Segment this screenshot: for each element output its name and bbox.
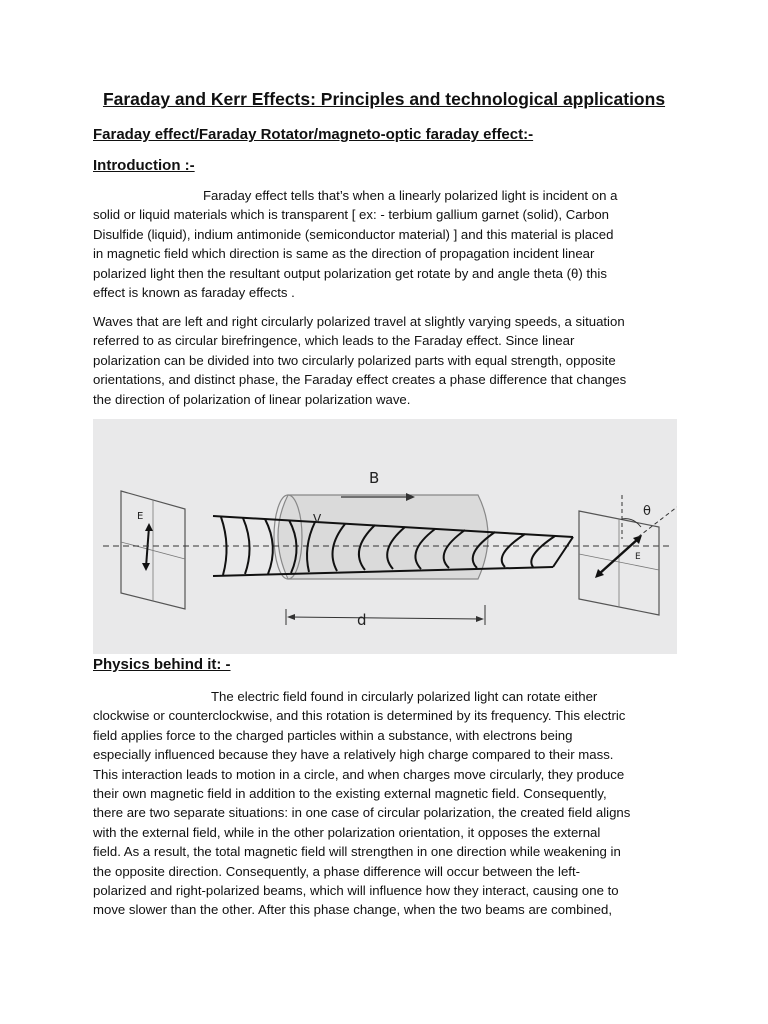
physics-paragraph — [93, 687, 673, 920]
document-title: Faraday and Kerr Effects: Principles and technological applications — [102, 89, 666, 109]
waves-line: polarization can be divided into two circularly polarized parts with equal strength, opposite — [93, 352, 616, 368]
waves-line: orientations, and distinct phase, the Faraday effect creates a phase difference that changes — [93, 372, 627, 388]
magnetic-field-label: B — [369, 469, 380, 487]
length-indicator — [289, 617, 482, 619]
intro-line: solid or liquid materials which is transparent [ ex: - terbium gallium garnet (solid), Carbon — [93, 207, 609, 223]
physics-line: The electric field found in circularly polarized light can rotate either — [211, 689, 598, 704]
waves-line: Waves that are left and right circularly polarized travel at slightly varying speeds, a situation — [93, 314, 625, 329]
physics-line: there are two separate situations: in one case of circular polarization, the created field aligns — [93, 805, 631, 821]
physics-line: move slower than the other. After this phase change, when the two beams are combined, — [93, 902, 613, 918]
intro-paragraph — [93, 186, 673, 302]
heading-introduction: Introduction :- — [93, 157, 195, 174]
intro-line: in magnetic field which direction is same as the direction of propagation incident linear — [93, 246, 595, 262]
physics-line: This interaction leads to motion in a circle, and when charges move circularly, they produce — [93, 766, 625, 782]
physics-line: clockwise or counterclockwise, and this rotation is determined by its frequency. This electric — [93, 708, 626, 724]
input-e-field-arrow — [146, 527, 149, 567]
section-heading-faraday: Faraday effect/Faraday Rotator/magneto-optic faraday effect:- — [93, 126, 534, 143]
physics-line: with the external field, while in the other polarization orientation, it opposes the external — [93, 824, 601, 840]
intro-line: Disulfide (liquid), indium antimonide (semiconductor material) ] and this material is placed — [93, 226, 614, 242]
physics-line: field applies force to the charged particles within a substance, with electrons being — [93, 727, 573, 743]
heading-physics: Physics behind it: - — [93, 656, 231, 673]
length-label: d — [357, 611, 367, 629]
physics-line: their own magnetic field in addition to the existing external magnetic field. Consequently, — [93, 786, 607, 802]
physics-line: the opposite direction. Consequently, a phase difference will occur between the left- — [93, 863, 581, 879]
waves-paragraph — [93, 312, 673, 409]
waves-line: the direction of polarization of linear polarization wave. — [93, 391, 411, 407]
faraday-effect-diagram — [93, 419, 677, 654]
rotation-angle-label: θ — [643, 504, 651, 519]
physics-line: especially influenced because they have a relatively high charge compared to their mass. — [93, 747, 614, 763]
intro-line: effect is known as faraday effects . — [93, 285, 295, 301]
intro-line: polarized light then the resultant output polarization get rotate by and angle theta (θ) this — [93, 265, 607, 281]
physics-line: polarized and right-polarized beams, which will influence how they interact, causing one to — [93, 883, 619, 899]
intro-line: Faraday effect tells that’s when a linearly polarized light is incident on a — [203, 188, 618, 203]
waves-line: referred to as circular birefringence, which leads to the Faraday effect. Since linear — [93, 333, 575, 349]
input-e-label: E — [137, 511, 144, 522]
output-e-field-arrow — [599, 539, 638, 574]
output-e-label: E — [635, 552, 641, 562]
verdet-label: V — [313, 512, 322, 526]
physics-line: field. As a result, the total magnetic field will strengthen in one direction while weakening in — [93, 844, 621, 860]
